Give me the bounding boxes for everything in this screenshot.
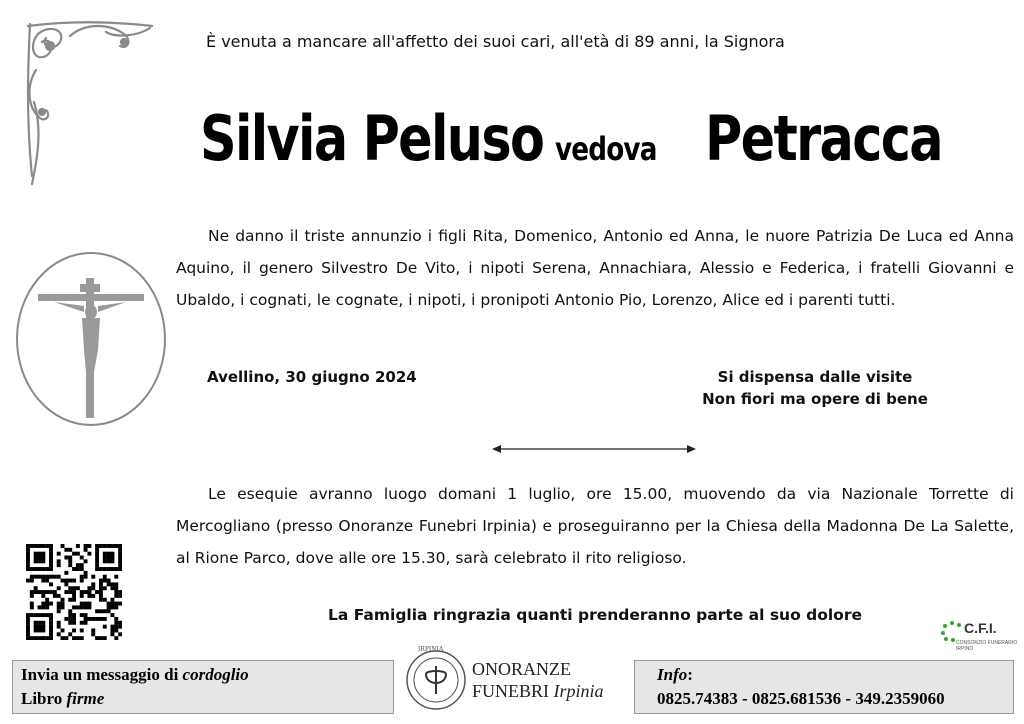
deceased-first-name: Silvia Peluso bbox=[200, 102, 544, 175]
thanks-text: La Famiglia ringrazia quanti prenderanno parte al suo dolore bbox=[327, 606, 862, 624]
qr-code-icon[interactable] bbox=[26, 544, 122, 640]
funeral-paragraph bbox=[176, 478, 1014, 574]
guestbook-label-italic: firme bbox=[66, 689, 105, 708]
deceased-name bbox=[200, 102, 1000, 192]
guestbook-label: Libro bbox=[21, 689, 67, 708]
intro-text: È venuta a mancare all'affetto dei suoi cari, all'età di 89 anni, la Signora bbox=[206, 32, 785, 51]
wishes-block bbox=[670, 366, 960, 410]
guestbook-link[interactable] bbox=[21, 689, 104, 709]
corner-ornament-icon bbox=[20, 16, 160, 188]
info-box bbox=[634, 660, 1014, 714]
funeral-home-name-line-2 bbox=[472, 680, 604, 702]
funeral-home-name-line-2-italic: Irpinia bbox=[553, 681, 604, 701]
info-label-text: Info bbox=[657, 665, 688, 684]
cfi-logo-subtext: CONSORZIO FUNERARIO IRPINO bbox=[956, 640, 1018, 652]
place-date: Avellino, 30 giugno 2024 bbox=[207, 368, 417, 386]
condolence-link[interactable] bbox=[21, 665, 249, 685]
cfi-logo-icon bbox=[940, 620, 964, 642]
crucifix-icon bbox=[14, 250, 168, 428]
funeral-home-name-line-2-prefix: FUNEBRI bbox=[472, 681, 554, 701]
wishes-line-1: Si dispensa dalle visite bbox=[717, 368, 913, 386]
deceased-last-name: Petracca bbox=[705, 102, 942, 175]
name-connector: vedova bbox=[555, 130, 657, 168]
announcement-paragraph bbox=[176, 220, 1014, 316]
funeral-home-name-line-1: ONORANZE bbox=[472, 659, 571, 679]
announcement-text: Ne danno il triste annunzio i figli Rita, Domenico, Antonio ed Anna, le nuore Patrizia De Luca ed Anna Aquino, il genero Silvestro De Vito, i nipoti Serena, Annachiara, Alessio e Federica, i fratelli Giovanni e Ubaldo, i cognati, le cognate, i nipoti, i pronipoti Antonio Pio, Lorenzo, Alice ed i parenti tutti. bbox=[176, 227, 1014, 309]
cfi-logo-text: C.F.I. bbox=[964, 620, 997, 636]
funeral-home-name bbox=[472, 658, 604, 702]
funeral-home-seal-icon bbox=[404, 646, 468, 712]
seal-label: IRPINIA bbox=[418, 645, 444, 653]
condolence-label: Invia un messaggio di bbox=[21, 665, 183, 684]
wishes-line-2: Non fiori ma opere di bene bbox=[702, 390, 928, 408]
condolence-box[interactable] bbox=[12, 660, 394, 714]
info-label bbox=[657, 665, 693, 685]
funeral-text: Le esequie avranno luogo domani 1 luglio, ore 15.00, muovendo da via Nazionale Torrette di Mercogliano (presso Onoranze Funebri Irpinia) e proseguiranno per la Chiesa della Madonna De La Salette, al Rione Parco, dove alle ore 15.30, sarà celebrato il rito religioso. bbox=[176, 485, 1014, 567]
condolence-label-italic: cordoglio bbox=[182, 665, 249, 684]
info-label-colon: : bbox=[687, 665, 693, 684]
double-arrow-icon bbox=[492, 442, 696, 456]
info-phones[interactable]: 0825.74383 - 0825.681536 - 349.2359060 bbox=[657, 689, 945, 708]
